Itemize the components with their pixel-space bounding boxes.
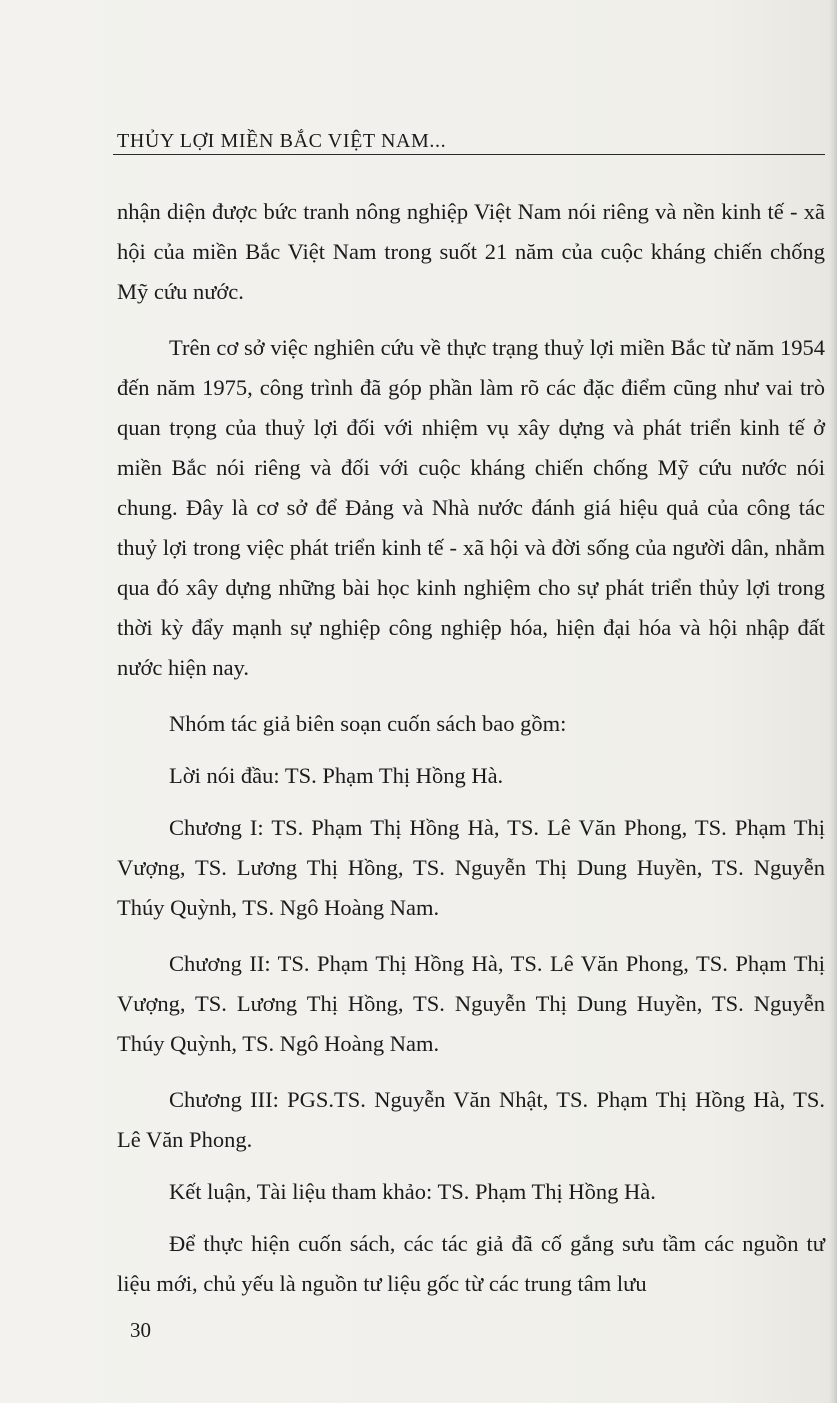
paragraph-sources: Để thực hiện cuốn sách, các tác giả đã cố gắng sưu tầm các nguồn tư liệu mới, chủ yếu là nguồn tư liệu gốc từ các trung tâm lưu — [117, 1231, 825, 1296]
running-head: THỦY LỢI MIỀN BẮC VIỆT NAM... — [117, 130, 447, 152]
paragraph-chapter-3-authors: Chương III: PGS.TS. Nguyễn Văn Nhật, TS. Phạm Thị Hồng Hà, TS. Lê Văn Phong. — [117, 1087, 825, 1152]
paragraph-authors-intro: Nhóm tác giả biên soạn cuốn sách bao gồm: — [169, 711, 567, 736]
page-edge-shadow — [829, 0, 837, 1403]
paragraph-preface-author: Lời nói đầu: TS. Phạm Thị Hồng Hà. — [169, 763, 504, 788]
paragraph-conclusion-author: Kết luận, Tài liệu tham khảo: TS. Phạm Thị Hồng Hà. — [169, 1179, 656, 1204]
header-rule — [113, 154, 825, 155]
paragraph-chapter-1-authors: Chương I: TS. Phạm Thị Hồng Hà, TS. Lê Văn Phong, TS. Phạm Thị Vượng, TS. Lương Thị Hồng, TS. Nguyễn Thị Dung Huyền, TS. Nguyễn Thúy Quỳnh, TS. Ngô Hoàng Nam. — [117, 815, 825, 920]
page-number: 30 — [130, 1318, 151, 1342]
paragraph-chapter-2-authors: Chương II: TS. Phạm Thị Hồng Hà, TS. Lê Văn Phong, TS. Phạm Thị Vượng, TS. Lương Thị Hồng, TS. Nguyễn Thị Dung Huyền, TS. Nguyễn Thúy Quỳnh, TS. Ngô Hoàng Nam. — [117, 951, 825, 1056]
paragraph-research-summary: Trên cơ sở việc nghiên cứu về thực trạng thuỷ lợi miền Bắc từ năm 1954 đến năm 1975, công trình đã góp phần làm rõ các đặc điểm cũng như vai trò quan trọng của thuỷ lợi đối với nhiệm vụ xây dựng và phát triển kinh tế ở miền Bắc nói riêng và đối với cuộc kháng chiến chống Mỹ cứu nước nói chung. Đây là cơ sở để Đảng và Nhà nước đánh giá hiệu quả của công tác thuỷ lợi trong việc phát triển kinh tế - xã hội và đời sống của người dân, nhằm qua đó xây dựng những bài học kinh nghiệm cho sự phát triển thủy lợi trong thời kỳ đẩy mạnh sự nghiệp công nghiệp hóa, hiện đại hóa và hội nhập đất nước hiện nay. — [117, 335, 825, 680]
body-text — [117, 192, 825, 1320]
paragraph-continued: nhận diện được bức tranh nông nghiệp Việt Nam nói riêng và nền kinh tế - xã hội của miền Bắc Việt Nam trong suốt 21 năm của cuộc kháng chiến chống Mỹ cứu nước. — [117, 199, 825, 304]
